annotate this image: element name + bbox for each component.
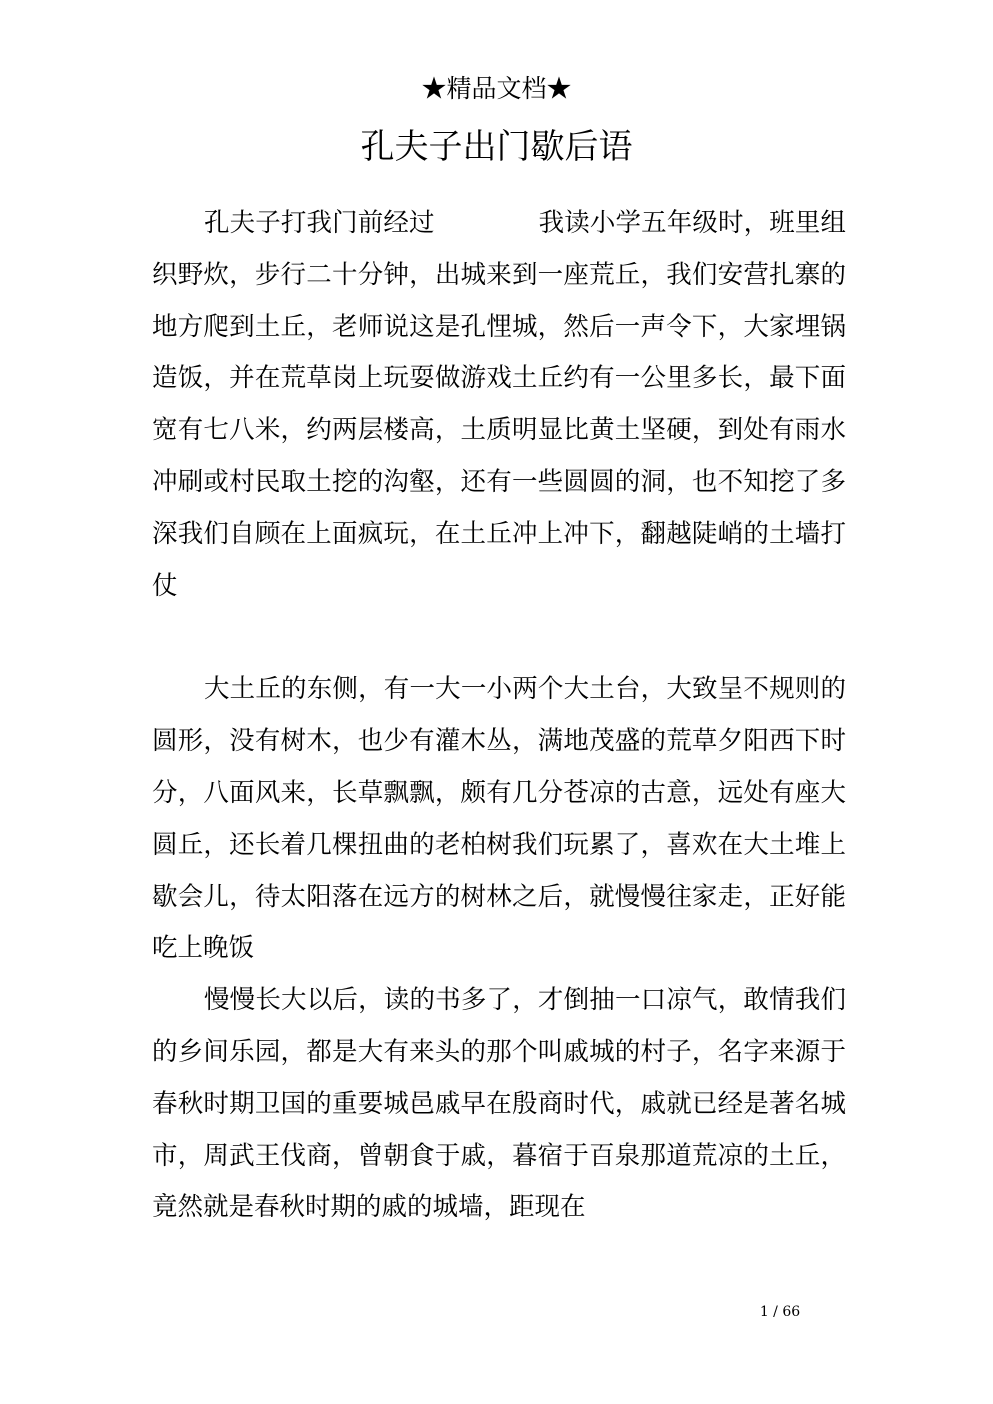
paragraph-1 [152, 198, 846, 612]
paragraph-2: 大土丘的东侧，有一大一小两个大土台，大致呈不规则的圆形，没有树木，也少有灌木丛，满地茂盛的荒草夕阳西下时分，八面风来，长草飘飘，颇有几分苍凉的古意，远处有座大圆丘，还长着几棵扭曲的老柏树我们玩累了，喜欢在大土堆上歇会儿，待太阳落在远方的树林之后，就慢慢往家走，正好能吃上晚饭 [152, 674, 846, 964]
page-number: 1 / 66 [759, 1304, 801, 1320]
document-body [152, 198, 846, 1234]
paragraph-3: 慢慢长大以后，读的书多了，才倒抽一口凉气，敢情我们的乡间乐园，都是大有来头的那个叫戚城的村子，名字来源于春秋时期卫国的重要城邑戚早在殷商时代，戚就已经是著名城市，周武王伐商，曾朝食于戚，暮宿于百泉那道荒凉的土丘，竟然就是春秋时期的戚的城墙，距现在 [152, 985, 846, 1223]
paragraph-1-lead: 孔夫子打我门前经过 [204, 208, 435, 238]
document-title: 孔夫子出门歇后语 [360, 127, 633, 167]
paragraph-1-text: 我读小学五年级时，班里组织野炊，步行二十分钟，出城来到一座荒丘，我们安营扎寨的地方爬到土丘，老师说这是孔悝城，然后一声令下，大家埋锅造饭，并在荒草岗上玩耍做游戏土丘约有一公里多长，最下面宽有七八米，约两层楼高，土质明显比黄土坚硬，到处有雨水冲刷或村民取土挖的沟壑，还有一些圆圆的洞，也不知挖了多深我们自顾在上面疯玩，在土丘冲上冲下，翻越陡峭的土墙打仗 [152, 208, 846, 601]
header-mark: ★精品文档★ [421, 74, 572, 103]
